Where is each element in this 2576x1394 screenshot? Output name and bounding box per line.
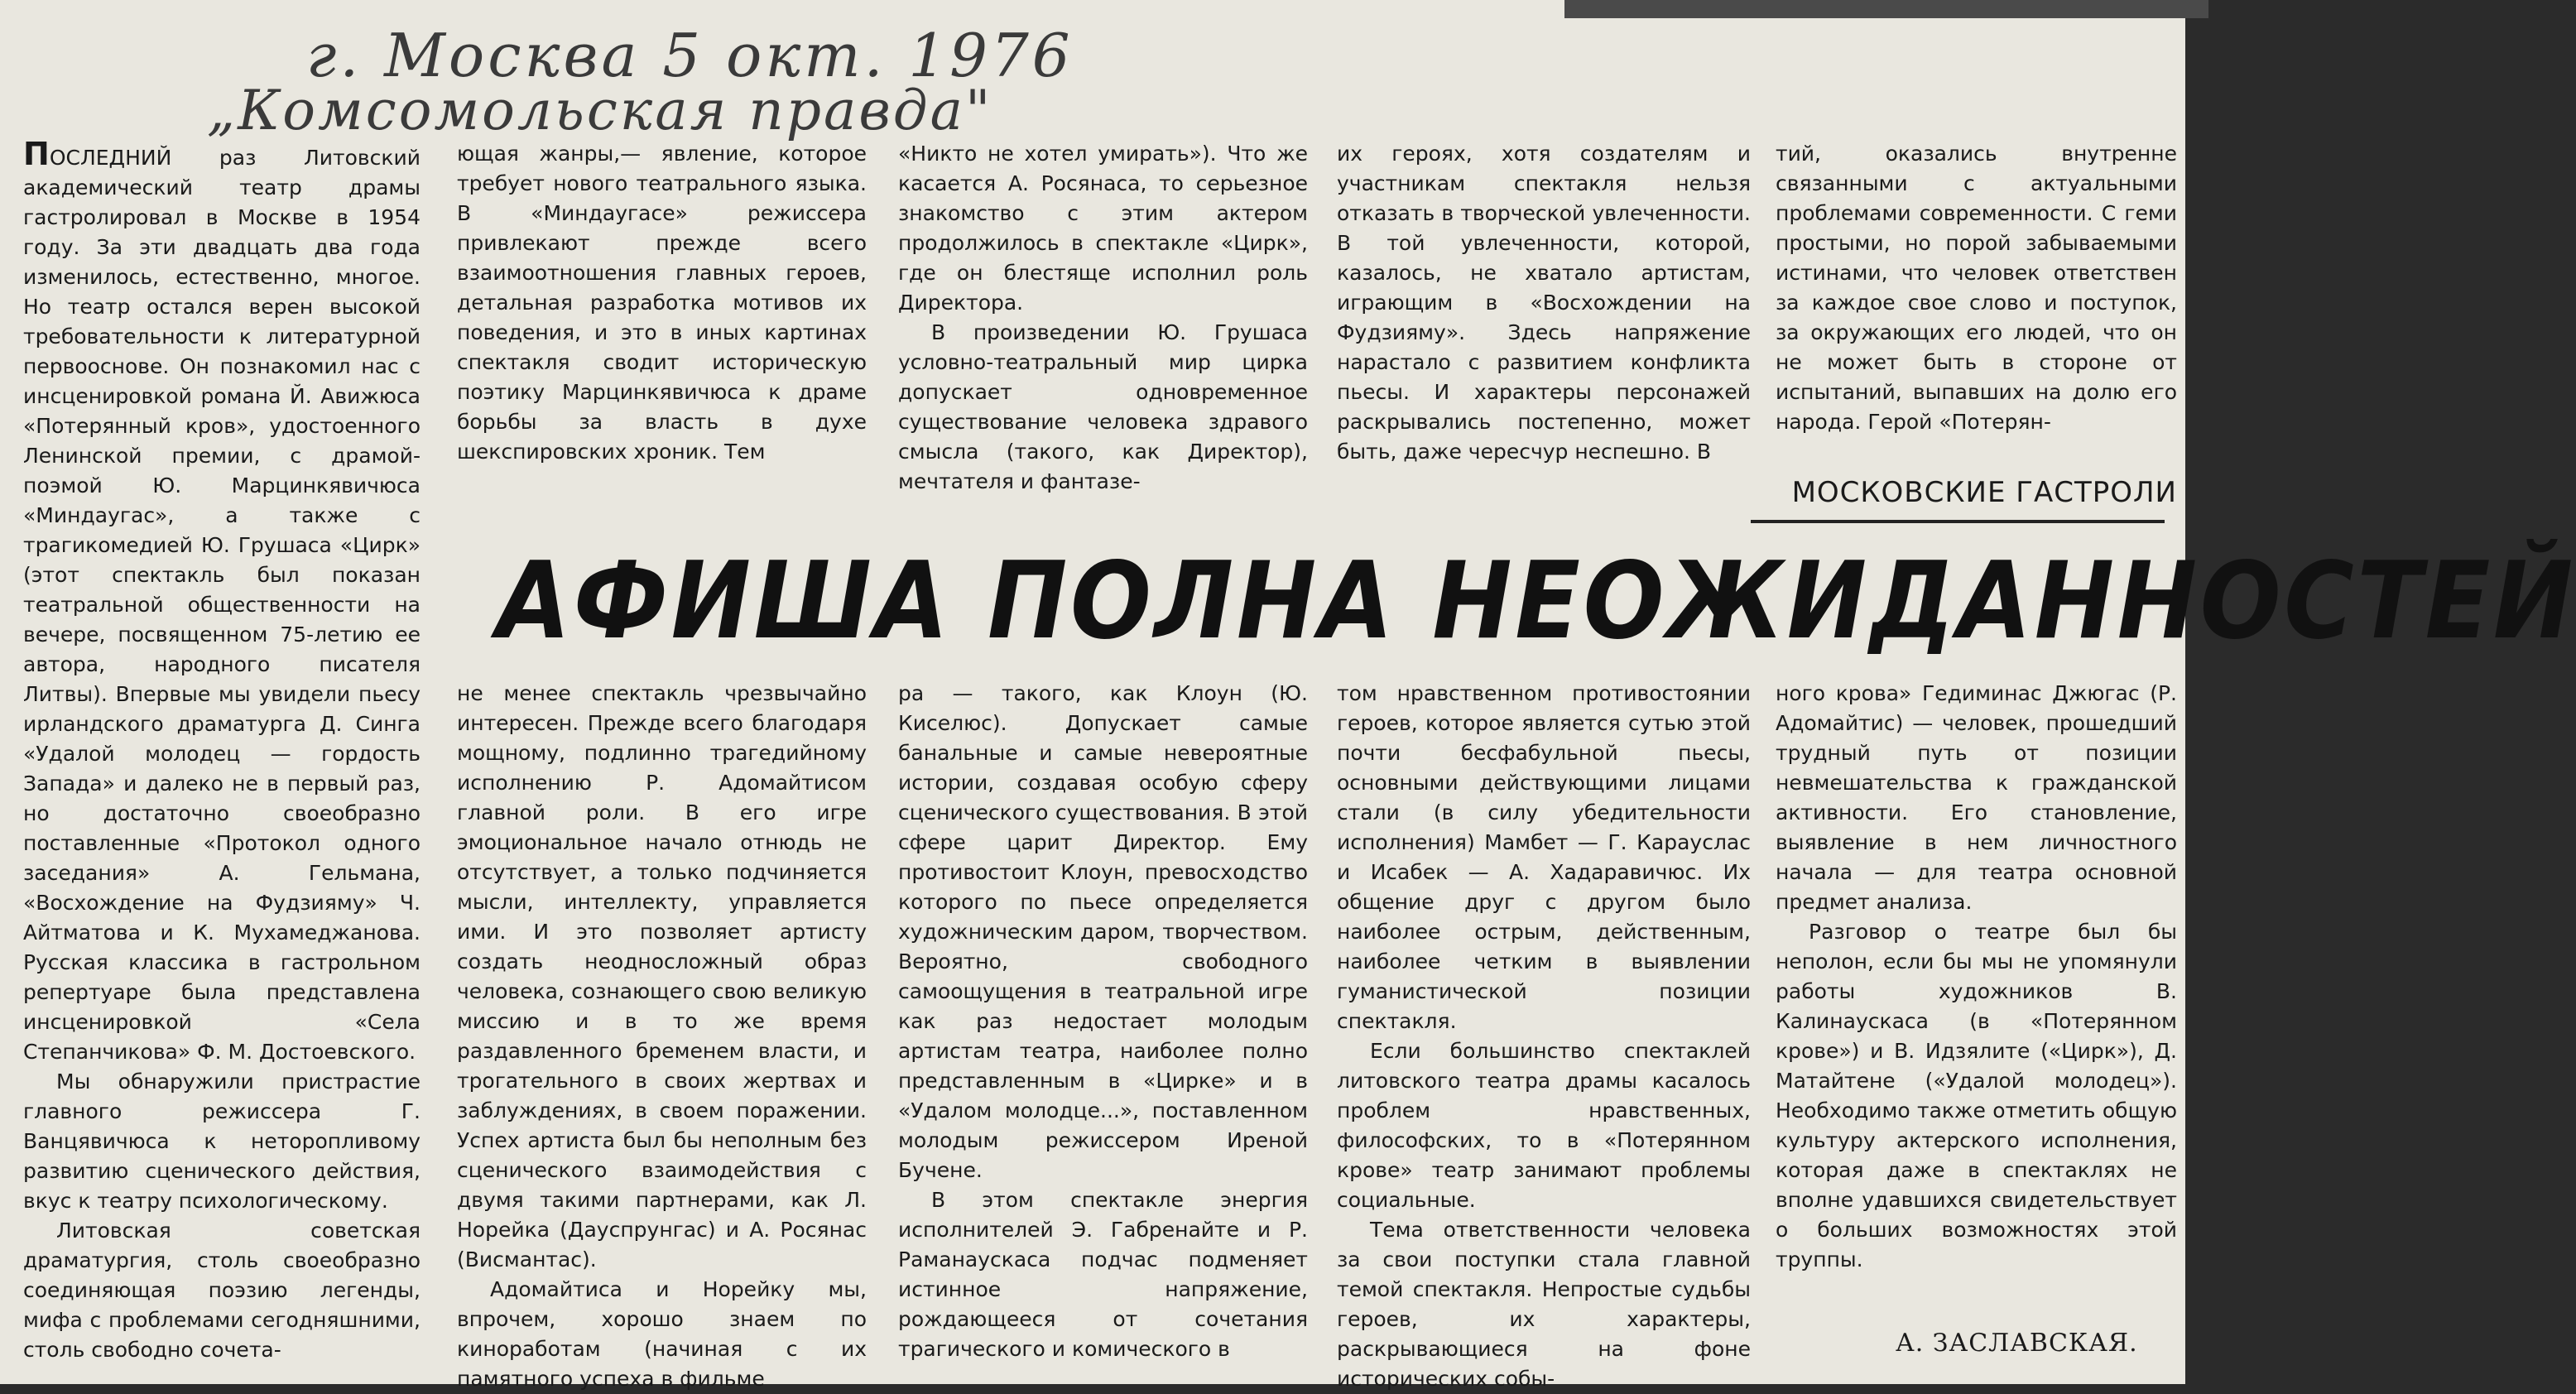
lead-paragraph [23, 136, 421, 1067]
paragraph: Разговор о театре был бы неполон, если бы мы не упомянули работы художников В. Калинаускаса (в «Потерянном крове») и В. Идзялите («Цирк»), Д. Матайтене («Удалой молодец»). Необходимо также отметить общую культуру актерского исполнения, которая даже в спектаклях не вполне удавшихся свидетельствует о больших возможностях этой труппы. [1776, 920, 2177, 1271]
paragraph: том нравственном противостоянии героев, которое является сутью этой почти бесфабульной пьесы, основными действующими лицами стали (в силу убедительности исполнения) Мамбет — Г. Карауслас и Исабек — А. Хадаравичюс. Их общение друг с другом было наиболее острым, действенным, наиболее четким в выявлении гуманистической позиции спектакля. [1337, 681, 1751, 1033]
paragraph: ющая жанры,— явление, которое требует нового театрального языка. В «Миндаугасе» режиссера привлекают прежде всего взаимоотношения главных героев, детальная разработка мотивов их поведения, и это в иных картинах спектакля сводит историческую поэтику Марцинкявичюса к драме борьбы за власть в духе шекспировских хроник. Тем [457, 142, 867, 464]
author-signature: А. ЗАСЛАВСКАЯ. [1896, 1329, 2138, 1358]
paragraph: тий, оказались внутренне связанными с актуальными проблемами современности. С геми простыми, но порой забываемыми истинами, что человек ответствен за каждое свое слово и поступок, за окружающих его людей, что он не может быть в стороне от испытаний, выпавших на долю его народа. Герой «Потерян- [1776, 142, 2177, 434]
paragraph: Адомайтиса и Норейку мы, впрочем, хорошо знаем по киноработам (начиная с их памятного успеха в фильме [457, 1277, 867, 1391]
paragraph: Тема ответственности человека за свои поступки стала главной темой спектакля. Непростые судьбы героев, их характеры, раскрывающиеся на фоне исторических собы- [1337, 1218, 1751, 1391]
article-column-3-bottom [898, 679, 1308, 1382]
article-column-1 [23, 136, 421, 1381]
paragraph: не менее спектакль чрезвычайно интересен. Прежде всего благодаря мощному, подлинно трагедийному исполнению Р. Адомайтисом главной роли. В его игре эмоциональное начало отнюдь не отсутствует, а только подчиняется мысли, интеллекту, управляется ими. И это позволяет артисту создать неодносложный образ человека, сознающего свою великую миссию и в то же время раздавленного бременем власти, и трогательного в своих жертвах и заблуждениях, в своем поражении. Успех артиста был бы неполным без сценического взаимодействия с двумя такими партнерами, как Л. Норейка (Дауспрунгас) и А. Росянас (Висмантас). [457, 681, 867, 1271]
paragraph: Мы обнаружили пристрастие главного режиссера Г. Ванцявичюса к неторопливому развитию сценического действия, вкус к театру психологическому. [23, 1070, 421, 1213]
article-column-4-top [1337, 139, 1751, 470]
scan-background-edge [1564, 0, 2208, 18]
article-column-5-bottom [1776, 679, 2177, 1324]
article-column-2-bottom [457, 679, 867, 1391]
paragraph: В произведении Ю. Грушаса условно-театральный мир цирка допускает одновременное существование человека здравого смысла (такого, как Директор), мечтателя и фантазе- [898, 320, 1308, 493]
rubric-label: МОСКОВСКИЕ ГАСТРОЛИ [1791, 476, 2177, 509]
paragraph: ного крова» Гедиминас Джюгас (Р. Адомайтис) — человек, прошедший трудный путь от позиции невмешательства к гражданской активности. Его становление, выявление в нем личностного начала — для театра основной предмет анализа. [1776, 681, 2177, 914]
paragraph: их героях, хотя создателям и участникам спектакля нельзя отказать в творческой увлеченности. В той увлеченности, которой, казалось, не хватало артистам, играющим в «Восхождении на Фудзияму». Здесь напряжение нарастало с развитием конфликта пьесы. И характеры персонажей раскрывались постепенно, может быть, даже чересчур неспешно. В [1337, 142, 1751, 464]
paragraph: В этом спектакле энергия исполнителей Э. Габренайте и Р. Раманаускаса подчас подменяет истинное напряжение, рождающееся от сочетания трагического и комического в [898, 1188, 1308, 1361]
article-column-4-bottom [1337, 679, 1751, 1391]
lead-text: ОСЛЕДНИЙ раз Литовский академический театр драмы гастролировал в Москве в 1954 году. За эти двадцать два года изменилось, естественно, многое. Но театр остался верен высокой требовательности к литературной первооснове. Он познакомил нас с инсценировкой романа Й. Авижюса «Потерянный кров», удостоенного Ленинской премии, с драмой-поэмой Ю. Марцинкявичюса «Миндаугас», а также с трагикомедией Ю. Грушаса «Цирк» (этот спектакль был показан театральной общественности на вечере, посвященном 75-летию ее автора, народного писателя Литвы). Впервые мы увидели пьесу ирландского драматурга Д. Синга «Удалой молодец — гордость Запада» и далеко не в первый раз, но достаточно своеобразно поставленные «Протокол одного заседания» А. Гельмана, «Восхождение на Фудзияму» Ч. Айтматова и К. Мухамеджанова. Русская классика в гастрольном репертуаре была представлена инсценировкой «Села Степанчикова» Ф. М. Достоевского. [23, 146, 421, 1064]
article-column-5-top [1776, 139, 2177, 462]
drop-cap: П [23, 136, 50, 172]
handwritten-date-note: г. Москва 5 окт. 1976 [306, 21, 1074, 90]
headline: АФИША ПОЛНА НЕОЖИДАННОСТЕЙ [497, 540, 2576, 663]
paragraph: ра — такого, как Клоун (Ю. Киселюс). Допускает самые банальные и самые невероятные истории, создавая особую сферу сценического существования. В этой сфере царит Директор. Ему противостоит Клоун, превосходство которого по пьесе определяется художническим даром, творчеством. Вероятно, свободного самоощущения в театральной игре как раз недостает молодым артистам театра, наиболее полно представленным в «Цирке» и в «Удалом молодце...», поставленном молодым режиссером Иреной Бучене. [898, 681, 1308, 1182]
rubric-underline [1751, 520, 2165, 523]
paragraph: Литовская советская драматургия, столь своеобразно соединяющая поэзию легенды, мифа с проблемами сегодняшними, столь свободно сочета- [23, 1219, 421, 1362]
paragraph: «Никто не хотел умирать»). Что же касается А. Росянаса, то серьезное знакомство с этим актером продолжилось в спектакле «Цирк», где он блестяще исполнил роль Директора. [898, 142, 1308, 315]
paragraph: Если большинство спектаклей литовского театра драмы касалось проблем нравственных, философских, то в «Потерянном крове» театр занимают проблемы социальные. [1337, 1039, 1751, 1212]
article-column-2-top [457, 139, 867, 470]
handwritten-source-note: „Комсомольская правда" [207, 79, 993, 142]
article-column-3-top [898, 139, 1308, 493]
